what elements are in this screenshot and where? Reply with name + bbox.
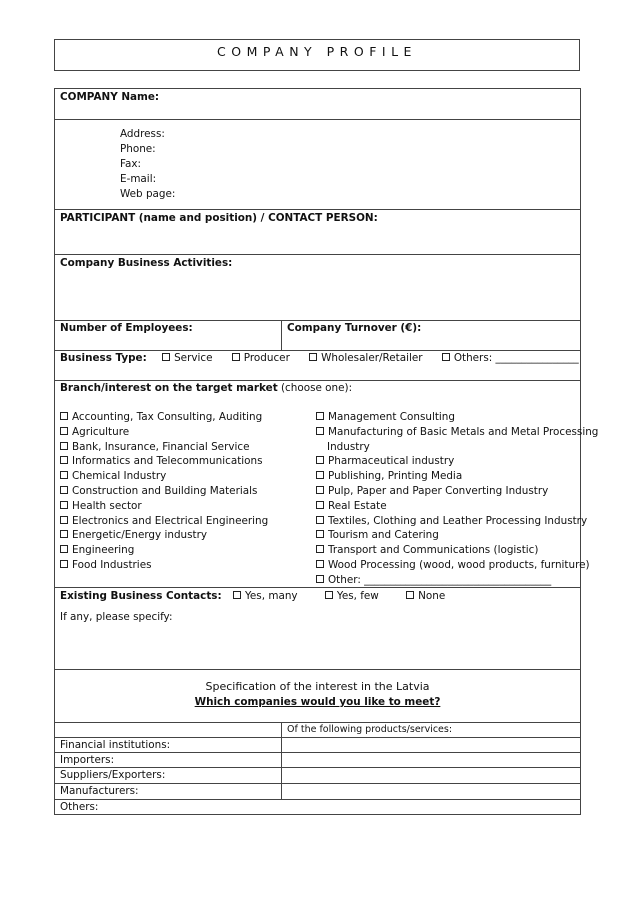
branch-option-label: Transport and Communications (logistic)	[328, 544, 539, 557]
branch-label: Branch/interest on the target market	[60, 382, 278, 394]
branch-option[interactable]	[316, 470, 462, 482]
yes-many-option[interactable]: Yes, many	[233, 590, 298, 602]
title-box	[54, 39, 580, 71]
branch-option[interactable]	[316, 515, 587, 527]
divider	[54, 722, 581, 723]
divider	[54, 767, 581, 768]
fax-label: Fax:	[120, 158, 142, 170]
business-type-label: Business Type:	[60, 352, 147, 364]
branch-option[interactable]	[60, 441, 250, 453]
branch-option-label: Pharmaceutical industry	[328, 455, 455, 468]
checkbox-icon[interactable]	[60, 471, 68, 479]
page-title: COMPANY PROFILE	[217, 44, 417, 59]
branch-option[interactable]	[316, 574, 551, 586]
others-option[interactable]: Others: ________________	[442, 352, 579, 364]
branch-option[interactable]	[60, 515, 268, 527]
branch-option[interactable]	[60, 559, 152, 571]
contacts-label: Existing Business Contacts:	[60, 590, 222, 602]
address-label: Address:	[120, 128, 165, 140]
checkbox-icon[interactable]	[442, 353, 450, 361]
none-option[interactable]: None	[406, 590, 445, 602]
branch-option-label: Agriculture	[72, 425, 130, 438]
employees-label: Number of Employees:	[60, 322, 193, 334]
branch-option-label: Accounting, Tax Consulting, Auditing	[72, 411, 263, 423]
spec-column-header: Of the following products/services:	[287, 724, 453, 735]
checkbox-icon[interactable]	[316, 516, 324, 524]
web-page-label: Web page:	[120, 188, 176, 200]
checkbox-icon[interactable]	[309, 353, 317, 361]
checkbox-icon[interactable]	[316, 501, 324, 509]
checkbox-icon[interactable]	[60, 516, 68, 524]
checkbox-icon[interactable]	[325, 591, 333, 599]
branch-option[interactable]	[316, 544, 538, 556]
branch-option[interactable]	[316, 426, 598, 438]
branch-option[interactable]	[60, 544, 134, 556]
divider	[54, 209, 581, 210]
spec-row-label: Manufacturers:	[60, 785, 139, 797]
branch-option[interactable]	[60, 455, 263, 467]
checkbox-icon[interactable]	[60, 545, 68, 553]
checkbox-icon[interactable]	[60, 412, 68, 420]
branch-option[interactable]	[316, 529, 439, 541]
checkbox-icon[interactable]	[60, 530, 68, 538]
branch-option-label: Bank, Insurance, Financial Service	[72, 440, 250, 453]
divider	[54, 783, 581, 784]
divider	[54, 320, 581, 321]
checkbox-icon[interactable]	[316, 575, 324, 583]
branch-option-label: Manufacturing of Basic Metals and Metal Processing	[328, 425, 599, 438]
branch-option[interactable]	[316, 559, 590, 571]
branch-option-label: Textiles, Clothing and Leather Processing Industry	[328, 514, 588, 527]
branch-option[interactable]	[60, 529, 207, 541]
specify-label: If any, please specify:	[60, 611, 173, 623]
checkbox-icon[interactable]	[60, 442, 68, 450]
branch-option[interactable]	[60, 411, 262, 423]
spec-title: Specification of the interest in the Latvia	[205, 680, 430, 693]
checkbox-icon[interactable]	[406, 591, 414, 599]
branch-option[interactable]	[60, 470, 166, 482]
checkbox-icon[interactable]	[316, 545, 324, 553]
divider	[54, 119, 581, 120]
branch-option[interactable]	[316, 500, 387, 512]
producer-option[interactable]: Producer	[232, 352, 290, 364]
branch-option-label: Publishing, Printing Media	[328, 470, 463, 483]
branch-option-label: Management Consulting	[328, 411, 455, 423]
branch-option[interactable]	[60, 485, 257, 497]
checkbox-icon[interactable]	[316, 427, 324, 435]
branch-option-label: Other: ____________________________________	[328, 573, 552, 586]
branch-option-label: Wood Processing (wood, wood products, furniture)	[328, 559, 590, 571]
column-divider	[281, 320, 282, 350]
checkbox-icon[interactable]	[316, 560, 324, 568]
checkbox-icon[interactable]	[60, 560, 68, 568]
branch-option-label: Tourism and Catering	[328, 529, 439, 542]
branch-heading	[60, 382, 352, 394]
checkbox-icon[interactable]	[60, 456, 68, 464]
branch-option	[327, 441, 370, 453]
checkbox-icon[interactable]	[162, 353, 170, 361]
spec-row-label: Importers:	[60, 754, 115, 766]
branch-option-label: Engineering	[72, 544, 135, 557]
branch-option[interactable]	[316, 411, 455, 423]
branch-option-label: Pulp, Paper and Paper Converting Industry	[328, 485, 549, 497]
branch-option-label: Informatics and Telecommunications	[72, 455, 263, 468]
checkbox-icon[interactable]	[232, 353, 240, 361]
checkbox-icon[interactable]	[233, 591, 241, 599]
divider	[54, 669, 581, 670]
divider	[54, 254, 581, 255]
checkbox-icon[interactable]	[60, 501, 68, 509]
wholesaler-option[interactable]: Wholesaler/Retailer	[309, 352, 422, 364]
checkbox-icon[interactable]	[316, 412, 324, 420]
checkbox-icon[interactable]	[316, 471, 324, 479]
checkbox-icon[interactable]	[316, 530, 324, 538]
phone-label: Phone:	[120, 143, 156, 155]
spec-row-label: Others:	[60, 801, 99, 813]
activities-label: Company Business Activities:	[60, 257, 233, 269]
divider	[54, 350, 581, 351]
branch-option-label: Electronics and Electrical Engineering	[72, 514, 269, 527]
branch-option-label: Health sector	[72, 499, 142, 512]
branch-option-label: Chemical Industry	[72, 470, 167, 483]
branch-option[interactable]	[60, 426, 129, 438]
spec-row-label: Financial institutions:	[60, 739, 171, 751]
divider	[54, 587, 581, 588]
column-divider	[281, 722, 282, 799]
company-name-label: COMPANY Name:	[60, 91, 160, 103]
yes-few-option[interactable]: Yes, few	[325, 590, 379, 602]
contacts-row	[60, 590, 445, 602]
branch-option[interactable]	[316, 455, 454, 467]
divider	[54, 799, 581, 800]
divider	[54, 737, 581, 738]
branch-option-label: Real Estate	[328, 499, 387, 512]
checkbox-icon[interactable]	[60, 486, 68, 494]
checkbox-icon[interactable]	[316, 456, 324, 464]
branch-option[interactable]	[316, 485, 548, 497]
branch-option[interactable]	[60, 500, 142, 512]
service-option[interactable]: Service	[162, 352, 212, 364]
spec-row-label: Suppliers/Exporters:	[60, 769, 166, 781]
checkbox-icon[interactable]	[316, 486, 324, 494]
checkbox-icon[interactable]	[60, 427, 68, 435]
divider	[54, 380, 581, 381]
spec-subtitle: Which companies would you like to meet?	[194, 696, 441, 708]
branch-option-label: Energetic/Energy industry	[72, 529, 208, 542]
email-label: E-mail:	[120, 173, 157, 185]
branch-option-label: Construction and Building Materials	[72, 485, 258, 497]
branch-note: (choose one):	[281, 382, 353, 394]
business-type-row	[60, 352, 579, 364]
branch-option-label: Industry	[327, 440, 370, 453]
divider	[54, 752, 581, 753]
branch-option-label: Food Industries	[72, 559, 152, 571]
turnover-label: Company Turnover (€):	[287, 322, 422, 334]
participant-label: PARTICIPANT (name and position) / CONTACT PERSON:	[60, 212, 378, 224]
